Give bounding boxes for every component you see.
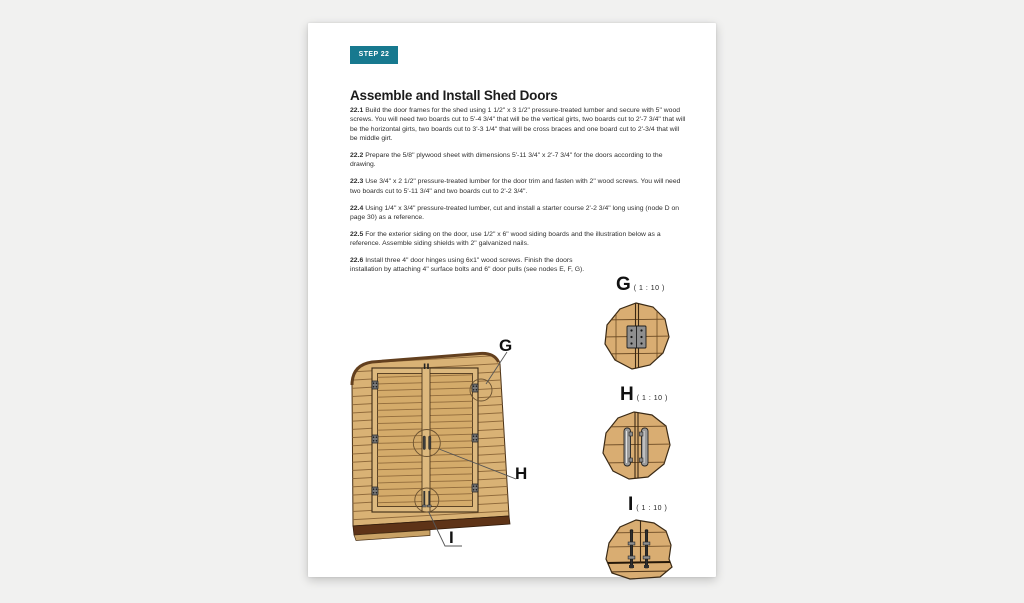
hinge-icon [372,435,378,443]
hinge-detail-illustration [596,296,676,376]
surface-bolts-detail-illustration [600,516,678,586]
paragraph-text: Use 3/4" x 2 1/2" pressure-treated lumber for the door trim and fasten with 2" wood screws. You will need two boards cut to 5'-11 3/4" and two boards cut to 2'-2 3/4". [350,178,681,195]
instruction-paragraphs [350,106,688,282]
detail-scale: ( 1 : 10 ) [636,395,668,402]
paragraph-number: 22.4 [350,204,364,212]
detail-letter: G [616,274,631,295]
step-paragraph [350,256,602,275]
detail-scale: ( 1 : 10 ) [633,285,665,292]
paragraph-number: 22.3 [350,178,364,186]
paragraph-number: 22.5 [350,230,364,238]
step-paragraph [350,204,688,223]
step-paragraph [350,106,688,144]
surface-bolt-icon [423,491,425,507]
paragraph-text: Prepare the 5/8" plywood sheet with dimensions 5'-11 3/4" x 2'-7 3/4" for the doors according to the drawing. [350,152,663,169]
step-paragraph [350,151,688,170]
hinge-icon [372,487,378,495]
surface-bolt-icon [428,491,430,507]
hinge-icon [472,434,478,442]
hinge-icon [472,484,478,492]
detail-label-i [628,495,678,514]
door-pulls-detail-illustration [596,406,676,486]
door-pull-icon [423,436,425,450]
step-badge: STEP 22 [350,46,398,64]
paragraph-number: 22.2 [350,152,364,159]
hinge-icon [472,384,478,392]
detail-view-i [600,495,678,586]
paragraph-text: Using 1/4" x 3/4" pressure-treated lumber, cut and install a starter course 2'-2 3/4" long using (node D on page 30) as a reference. [350,204,680,221]
detail-label-h [620,385,676,404]
detail-letter: I [628,494,634,515]
detail-view-h [596,385,676,486]
shed-doors-figure [344,336,556,579]
detail-label-g [616,275,676,294]
detail-scale: ( 1 : 10 ) [636,505,668,512]
step-paragraph [350,230,688,249]
callout-label-i: I [449,528,454,547]
detail-letter: H [620,384,634,405]
door-pull-icon [429,436,431,450]
paragraph-text: Build the door frames for the shed using 1 1/2" x 3 1/2" pressure-treated lumber and secure with 5" wood screws. You will need two boards cut to 5'-4 3/4" that will be the vertical girts, two boards cut to 2'-7 3/4" that will be the horizontal girts, two boards cut to 3'-3 1/4" that will be cross braces and one board cut to 2'-3/4 that will be middle girt. [350,107,686,143]
callout-label-g: G [499,336,513,355]
document-page [308,23,716,577]
detail-view-g [596,275,676,376]
callout-label-h: H [515,464,528,483]
hinge-icon [372,381,378,389]
paragraph-text: For the exterior siding on the door, use 1/2" x 6" wood siding boards and the illustration below as a reference. Assemble siding shields with 2" galvanized nails. [350,230,661,248]
step-paragraph [350,177,688,196]
paragraph-number: 22.6 [350,257,364,264]
paragraph-number: 22.1 [350,107,364,114]
paragraph-text: Install three 4" door hinges using 6x1" wood screws. Finish the doors installation by attaching 4" surface bolts and 6" door pulls (see nodes E, F, G). [350,257,585,274]
page-title: Assemble and Install Shed Doors [350,88,558,104]
